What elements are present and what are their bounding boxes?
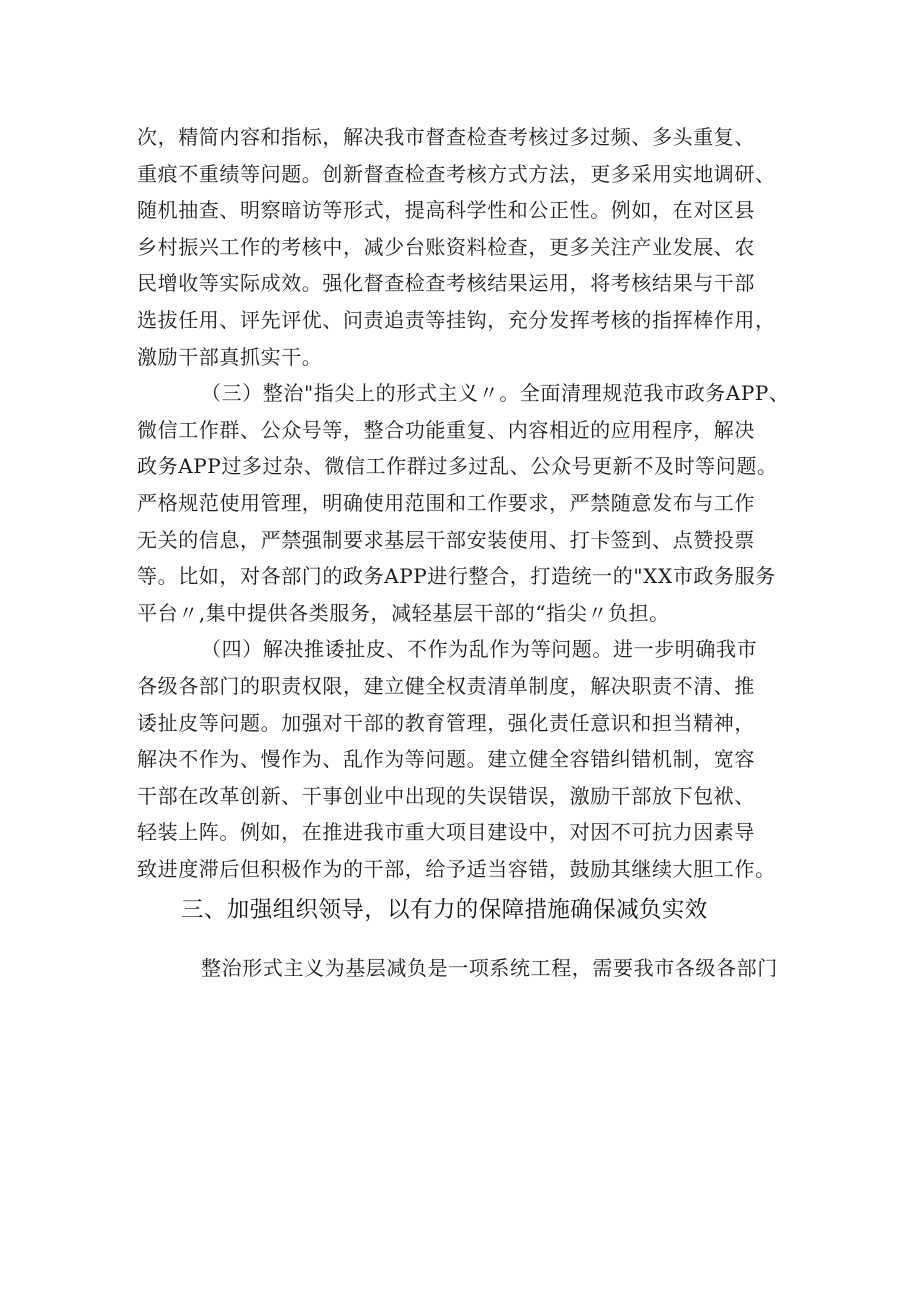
- paragraph-line: 致进度滞后但积极作为的干部，给予适当容错，鼓励其继续大胆工作。: [137, 856, 776, 881]
- paragraph-line: 重痕不重绩等问题。创新督查检查考核方式方法，更多采用实地调研、: [137, 161, 776, 186]
- paragraph-systematic-project: [137, 950, 797, 987]
- section-heading: 三、加强组织领导，以有力的保障措施确保减负实效: [181, 897, 708, 924]
- paragraph-line: 平台〃,集中提供各类服务，减轻基层干部的“指尖〃负担。: [137, 600, 670, 625]
- paragraph-line: （四）解决推诿扯皮、不作为乱作为等问题。进一步明确我市: [201, 637, 758, 662]
- paragraph-line: 政务APP过多过杂、微信工作群过多过乱、公众号更新不及时等问题。: [137, 454, 778, 479]
- paragraph-line: 轻装上阵。例如，在推进我市重大项目建设中，对因不可抗力因素导: [137, 820, 755, 845]
- paragraph-line: 整治形式主义为基层减负是一项系统工程，需要我市各级各部门: [201, 956, 778, 981]
- paragraph-line: （三）整治"指尖上的形式主义〃。全面清理规范我市政务APP、: [201, 381, 790, 406]
- paragraph-shirking-responsibility: [137, 631, 797, 887]
- paragraph-line: 激励干部真抓实干。: [137, 344, 323, 369]
- paragraph-line: 无关的信息，严禁强制要求基层干部安装使用、打卡签到、点赞投票: [137, 527, 755, 552]
- paragraph-line: 严格规范使用管理，明确使用范围和工作要求，严禁随意发布与工作: [137, 490, 755, 515]
- paragraph-line: 次，精简内容和指标，解决我市督查检查考核过多过频、多头重复、: [137, 125, 755, 149]
- paragraph-line: 乡村振兴工作的考核中，减少台账资料检查，更多关注产业发展、农: [137, 234, 755, 259]
- paragraph-inspection-reform: [137, 119, 797, 375]
- paragraph-line: 等。比如，对各部门的政务APP进行整合，打造统一的"XX市政务服务: [137, 564, 776, 589]
- paragraph-line: 随机抽查、明察暗访等形式，提高科学性和公正性。例如，在对区县: [137, 198, 755, 223]
- paragraph-line: 民增收等实际成效。强化督查检查考核结果运用，将考核结果与干部: [137, 271, 755, 296]
- paragraph-line: 诿扯皮等问题。加强对干部的教育管理，强化责任意识和担当精神，: [137, 710, 755, 735]
- paragraph-line: 微信工作群、公众号等，整合功能重复、内容相近的应用程序，解决: [137, 417, 755, 442]
- document-body: [137, 119, 797, 987]
- paragraph-line: 解决不作为、慢作为、乱作为等问题。建立健全容错纠错机制，宽容: [137, 747, 755, 772]
- paragraph-fingertip-formalism: [137, 375, 797, 631]
- paragraph-line: 各级各部门的职责权限，建立健全权责清单制度，解决职责不清、推: [137, 673, 755, 698]
- paragraph-line: 选拔任用、评先评优、问责追责等挂钩，充分发挥考核的指挥棒作用，: [137, 307, 776, 332]
- paragraph-line: 干部在改革创新、干事创业中出现的失误错误，激励干部放下包袱、: [137, 783, 755, 808]
